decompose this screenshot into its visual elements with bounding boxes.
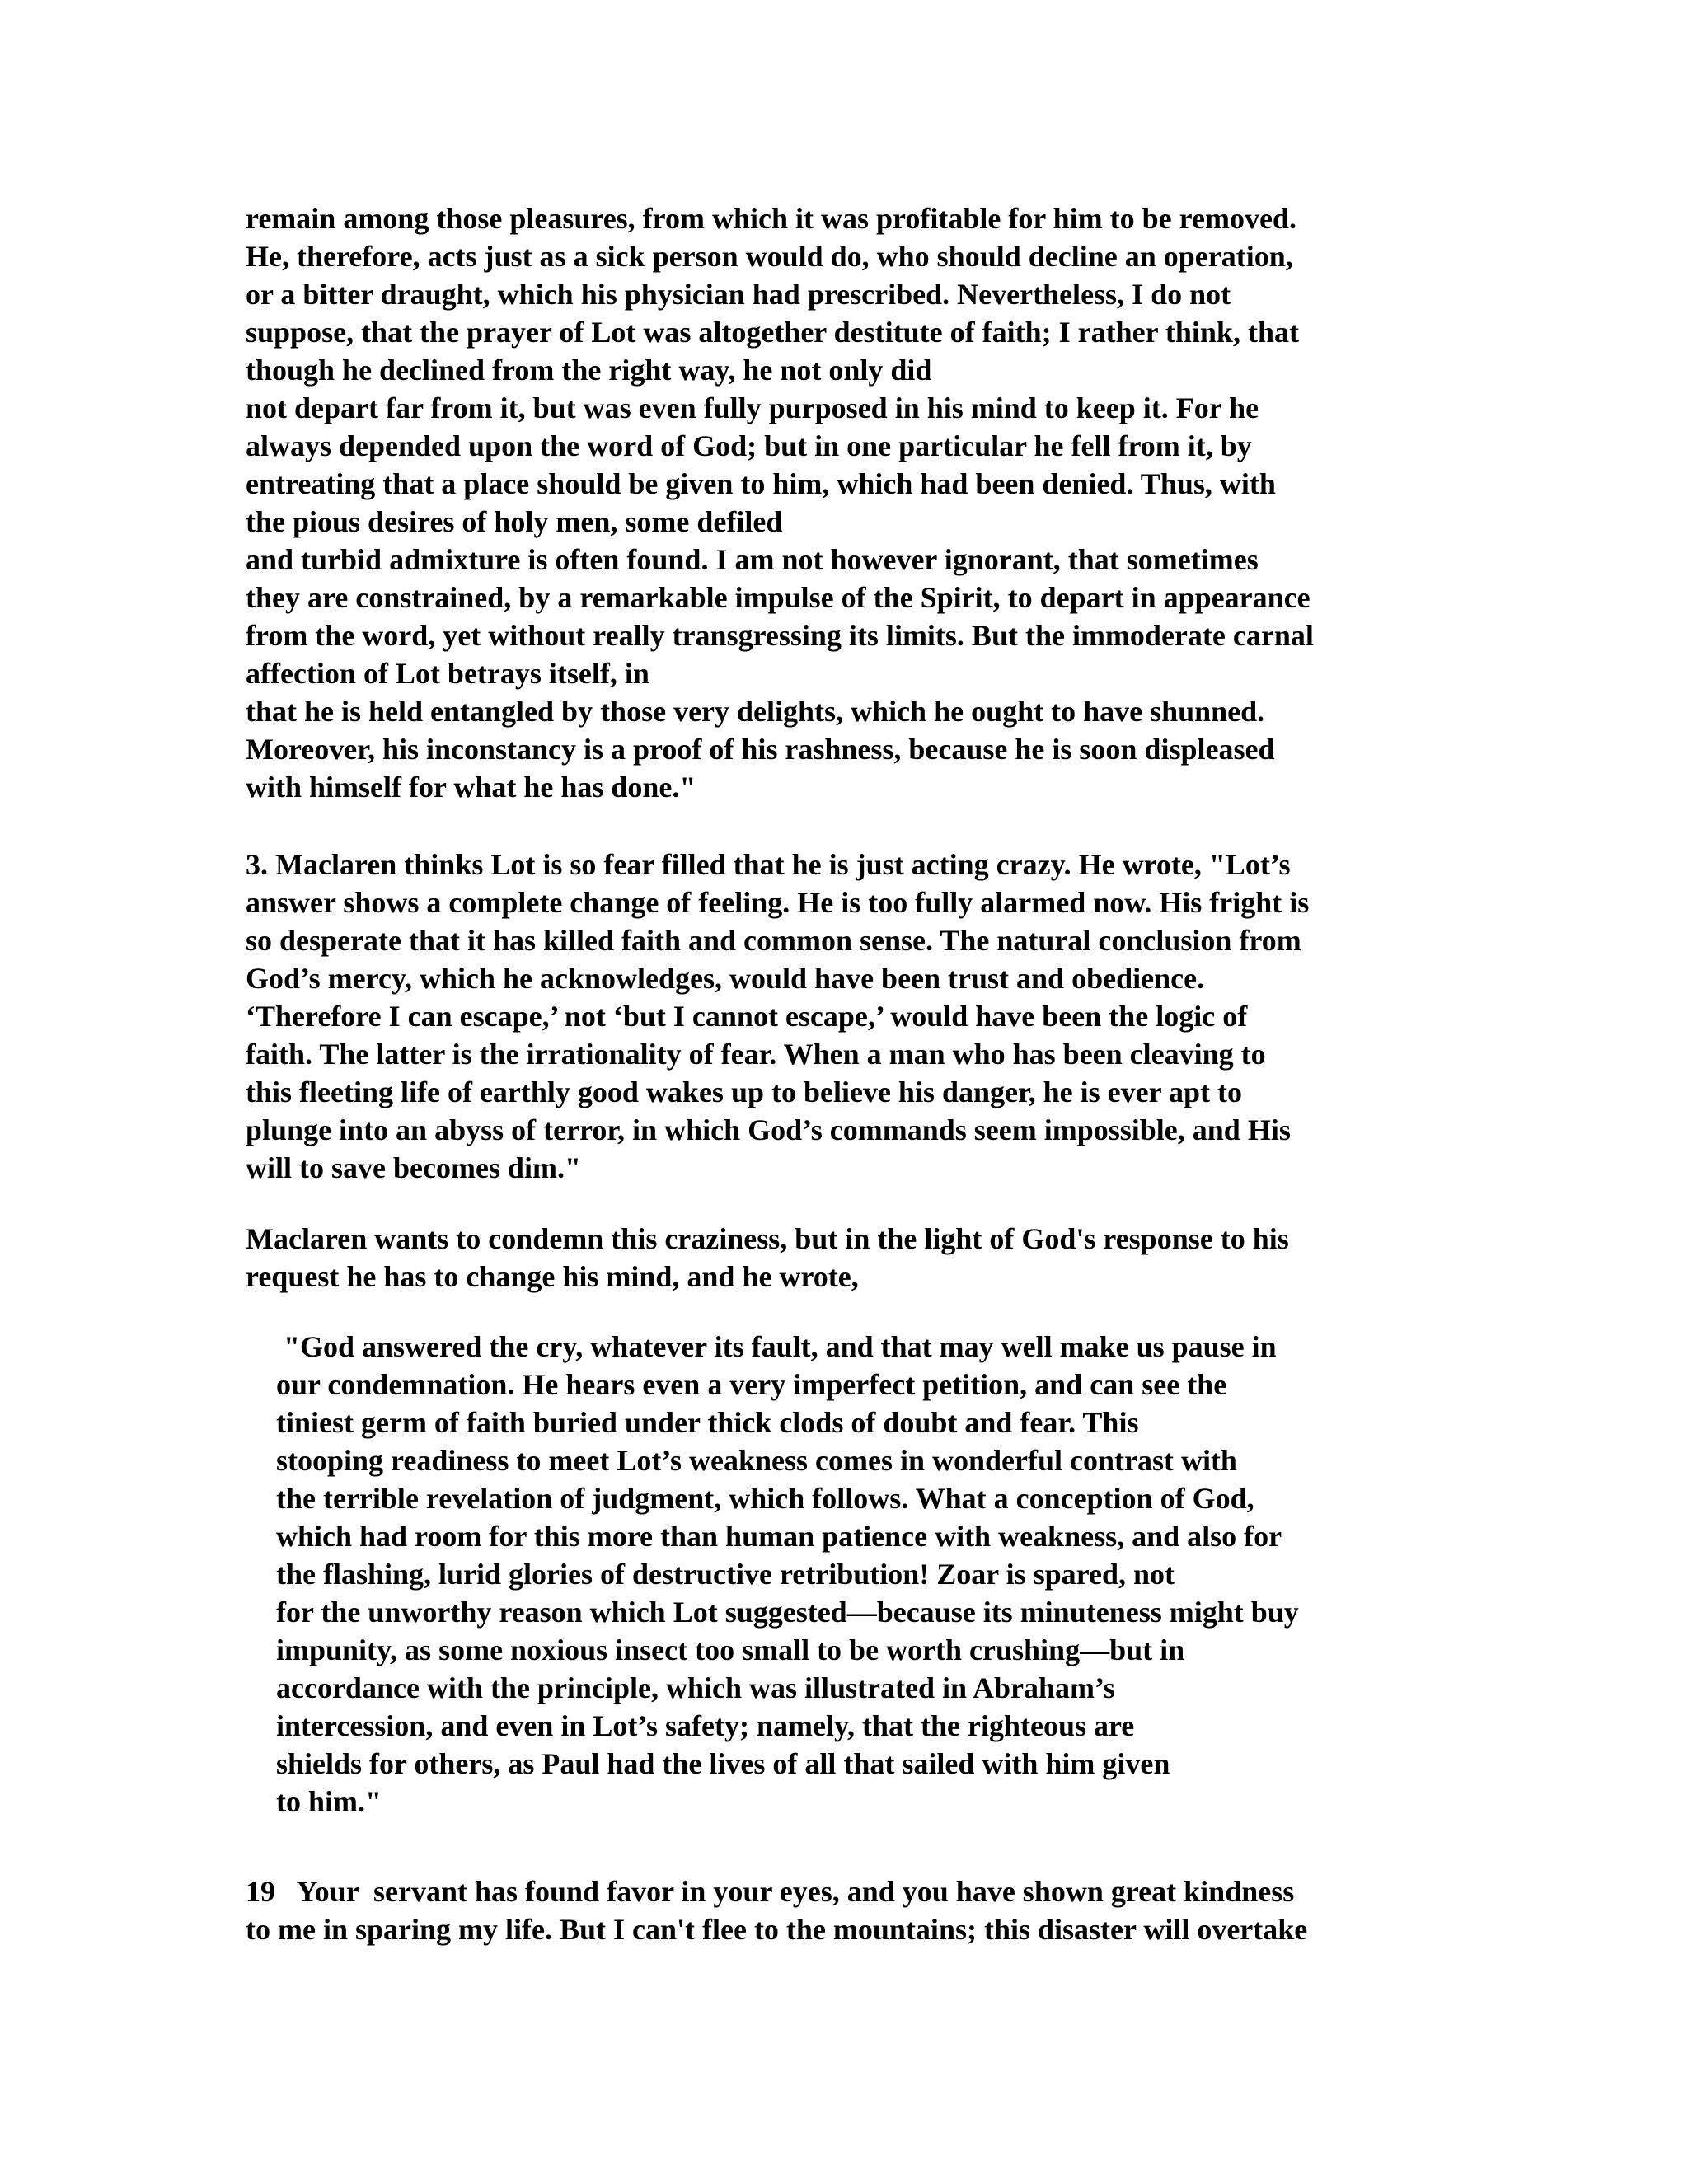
text-line: Maclaren wants to condemn this craziness, but in the light of God's response to his bbox=[246, 1222, 1289, 1255]
text-line: though he declined from the right way, he not only did bbox=[246, 354, 932, 387]
quote-line: shields for others, as Paul had the lives of all that sailed with him given bbox=[276, 1747, 1170, 1780]
quote-line: which had room for this more than human patience with weakness, and also for bbox=[276, 1520, 1282, 1553]
text-line: that he is held entangled by those very delights, which he ought to have shunned. bbox=[246, 695, 1265, 728]
quote-line: our condemnation. He hears even a very imperfect petition, and can see the bbox=[276, 1368, 1227, 1401]
text-line: so desperate that it has killed faith and common sense. The natural conclusion from bbox=[246, 924, 1301, 957]
text-line: request he has to change his mind, and he wrote, bbox=[246, 1260, 859, 1293]
quote-line: for the unworthy reason which Lot suggested—because its minuteness might buy bbox=[276, 1596, 1299, 1629]
quote-line: the flashing, lurid glories of destructive retribution! Zoar is spared, not bbox=[276, 1558, 1175, 1591]
quote-line: accordance with the principle, which was illustrated in Abraham’s bbox=[276, 1671, 1115, 1704]
quote-line: the terrible revelation of judgment, which follows. What a conception of God, bbox=[276, 1482, 1254, 1515]
text-line: they are constrained, by a remarkable impulse of the Spirit, to depart in appearance bbox=[246, 581, 1311, 614]
text-line: affection of Lot betrays itself, in bbox=[246, 657, 649, 690]
quote-line: impunity, as some noxious insect too small to be worth crushing—but in bbox=[276, 1633, 1185, 1666]
text-line: not depart far from it, but was even fully purposed in his mind to keep it. For he bbox=[246, 391, 1259, 424]
text-line: this fleeting life of earthly good wakes up to believe his danger, he is ever apt to bbox=[246, 1076, 1242, 1108]
text-line: from the word, yet without really transgressing its limits. But the immoderate carnal bbox=[246, 619, 1314, 652]
text-line: suppose, that the prayer of Lot was altogether destitute of faith; I rather think, that bbox=[246, 316, 1299, 349]
text-line: or a bitter draught, which his physician had prescribed. Nevertheless, I do not bbox=[246, 278, 1231, 311]
quote-line: stooping readiness to meet Lot’s weakness comes in wonderful contrast with bbox=[276, 1444, 1237, 1477]
text-line: ‘Therefore I can escape,’ not ‘but I cannot escape,’ would have been the logic of bbox=[246, 1000, 1248, 1033]
text-line: God’s mercy, which he acknowledges, would have been trust and obedience. bbox=[246, 962, 1205, 995]
text-line: He, therefore, acts just as a sick person would do, who should decline an operation, bbox=[246, 240, 1293, 273]
text-line: Moreover, his inconstancy is a proof of his rashness, because he is soon displeased bbox=[246, 733, 1275, 766]
text-line: answer shows a complete change of feeling. He is too fully alarmed now. His fright is bbox=[246, 886, 1310, 919]
verse-line: 19 Your servant has found favor in your eyes, and you have shown great kindness bbox=[246, 1875, 1295, 1908]
verse-line: to me in sparing my life. But I can't flee to the mountains; this disaster will overtake bbox=[246, 1913, 1308, 1946]
quote-line: intercession, and even in Lot’s safety; namely, that the righteous are bbox=[276, 1709, 1135, 1742]
text-line: will to save becomes dim." bbox=[246, 1151, 581, 1184]
quote-line: "God answered the cry, whatever its fault, and that may well make us pause in bbox=[276, 1330, 1277, 1363]
text-line: faith. The latter is the irrationality of fear. When a man who has been cleaving to bbox=[246, 1038, 1266, 1071]
text-line: with himself for what he has done." bbox=[246, 771, 696, 804]
text-line: always depended upon the word of God; but in one particular he fell from it, by bbox=[246, 429, 1252, 462]
text-line: and turbid admixture is often found. I am not however ignorant, that sometimes bbox=[246, 543, 1259, 576]
quote-line: tiniest germ of faith buried under thick clods of doubt and fear. This bbox=[276, 1406, 1139, 1439]
quote-line: to him." bbox=[276, 1785, 382, 1818]
text-line: the pious desires of holy men, some defiled bbox=[246, 505, 783, 538]
text-line: remain among those pleasures, from which it was profitable for him to be removed. bbox=[246, 202, 1296, 235]
text-line: plunge into an abyss of terror, in which God’s commands seem impossible, and His bbox=[246, 1113, 1291, 1146]
text-line: 3. Maclaren thinks Lot is so fear filled that he is just acting crazy. He wrote, "Lot’s bbox=[246, 848, 1291, 881]
text-line: entreating that a place should be given to him, which had been denied. Thus, with bbox=[246, 467, 1276, 500]
